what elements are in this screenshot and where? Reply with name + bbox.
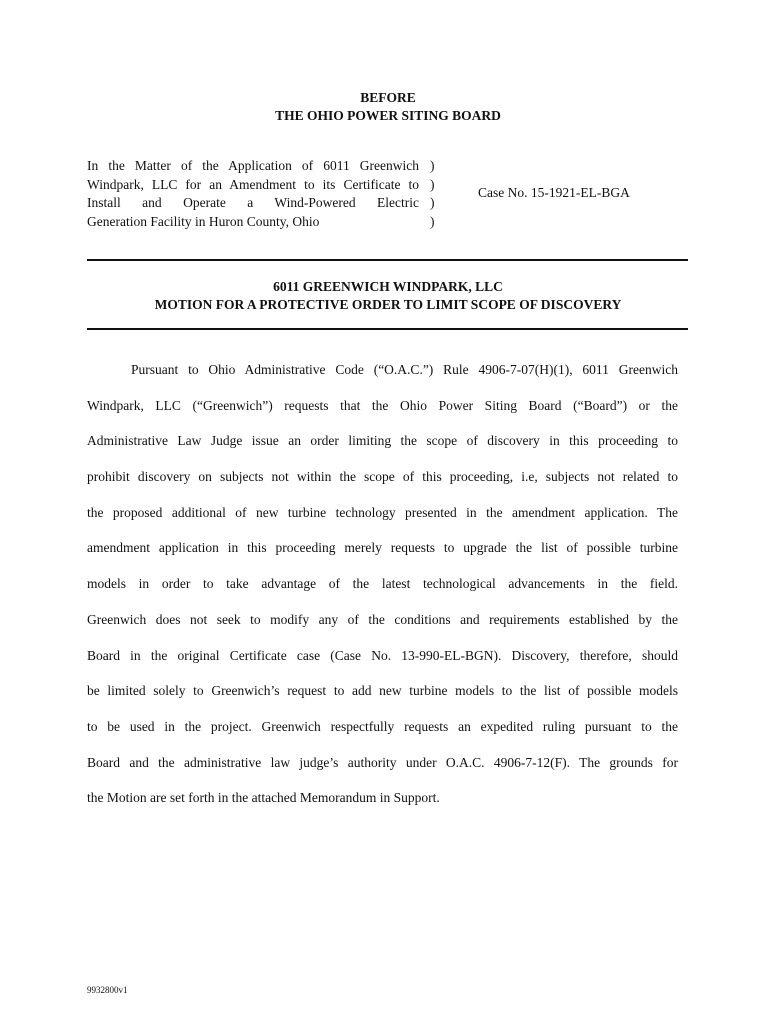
- document-id: 9932800v1: [87, 985, 128, 995]
- body-line: to be used in the project. Greenwich respectfully requests an expedited ruling pursuant to the: [87, 718, 678, 734]
- caption-parentheses: [430, 157, 440, 231]
- paren: ): [430, 213, 435, 229]
- body-line: Administrative Law Judge issue an order limiting the scope of discovery in this proceeding to: [87, 433, 678, 449]
- case-caption: [87, 157, 419, 231]
- body-line: Windpark, LLC (“Greenwich”) requests that the Ohio Power Siting Board (“Board”) or the: [87, 397, 678, 413]
- paren: ): [430, 176, 435, 192]
- body-line: amendment application in this proceeding merely requests to upgrade the list of possible turbine: [87, 540, 678, 556]
- title-party: 6011 GREENWICH WINDPARK, LLC: [273, 279, 503, 294]
- header-board-name: THE OHIO POWER SITING BOARD: [275, 108, 501, 123]
- body-line: Board and the administrative law judge’s authority under O.A.C. 4906-7-12(F). The grounds for: [87, 754, 678, 770]
- caption-line: Windpark, LLC for an Amendment to its Certificate to: [87, 176, 419, 192]
- case-number: Case No. 15-1921-EL-BGA: [478, 185, 630, 200]
- body-line: the Motion are set forth in the attached Memorandum in Support.: [87, 790, 440, 806]
- paren: ): [430, 158, 435, 173]
- top-divider: [87, 259, 688, 261]
- header-before: BEFORE: [360, 90, 416, 105]
- body-line: models in order to take advantage of the latest technological advancements in the field.: [87, 576, 678, 592]
- caption-line: Install and Operate a Wind-Powered Electric: [87, 195, 419, 210]
- motion-body: [87, 352, 678, 816]
- body-line: the proposed additional of new turbine technology presented in the amendment application. The: [87, 504, 678, 520]
- body-line: prohibit discovery on subjects not within the scope of this proceeding, i.e, subjects not related to: [87, 469, 678, 485]
- title-motion: MOTION FOR A PROTECTIVE ORDER TO LIMIT SCOPE OF DISCOVERY: [154, 297, 622, 312]
- bottom-divider: [87, 328, 688, 330]
- body-line: Board in the original Certificate case (Case No. 13-990-EL-BGN). Discovery, therefore, should: [87, 647, 678, 663]
- paren: ): [430, 195, 435, 210]
- body-line: Greenwich does not seek to modify any of the conditions and requirements established by the: [87, 611, 678, 627]
- caption-line: Generation Facility in Huron County, Ohio: [87, 213, 320, 229]
- caption-line: In the Matter of the Application of 6011 Greenwich: [87, 158, 419, 173]
- body-line: be limited solely to Greenwich’s request to add new turbine models to the list of possible models: [87, 683, 678, 699]
- body-line: Pursuant to Ohio Administrative Code (“O.A.C.”) Rule 4906-7-07(H)(1), 6011 Greenwich: [131, 362, 678, 377]
